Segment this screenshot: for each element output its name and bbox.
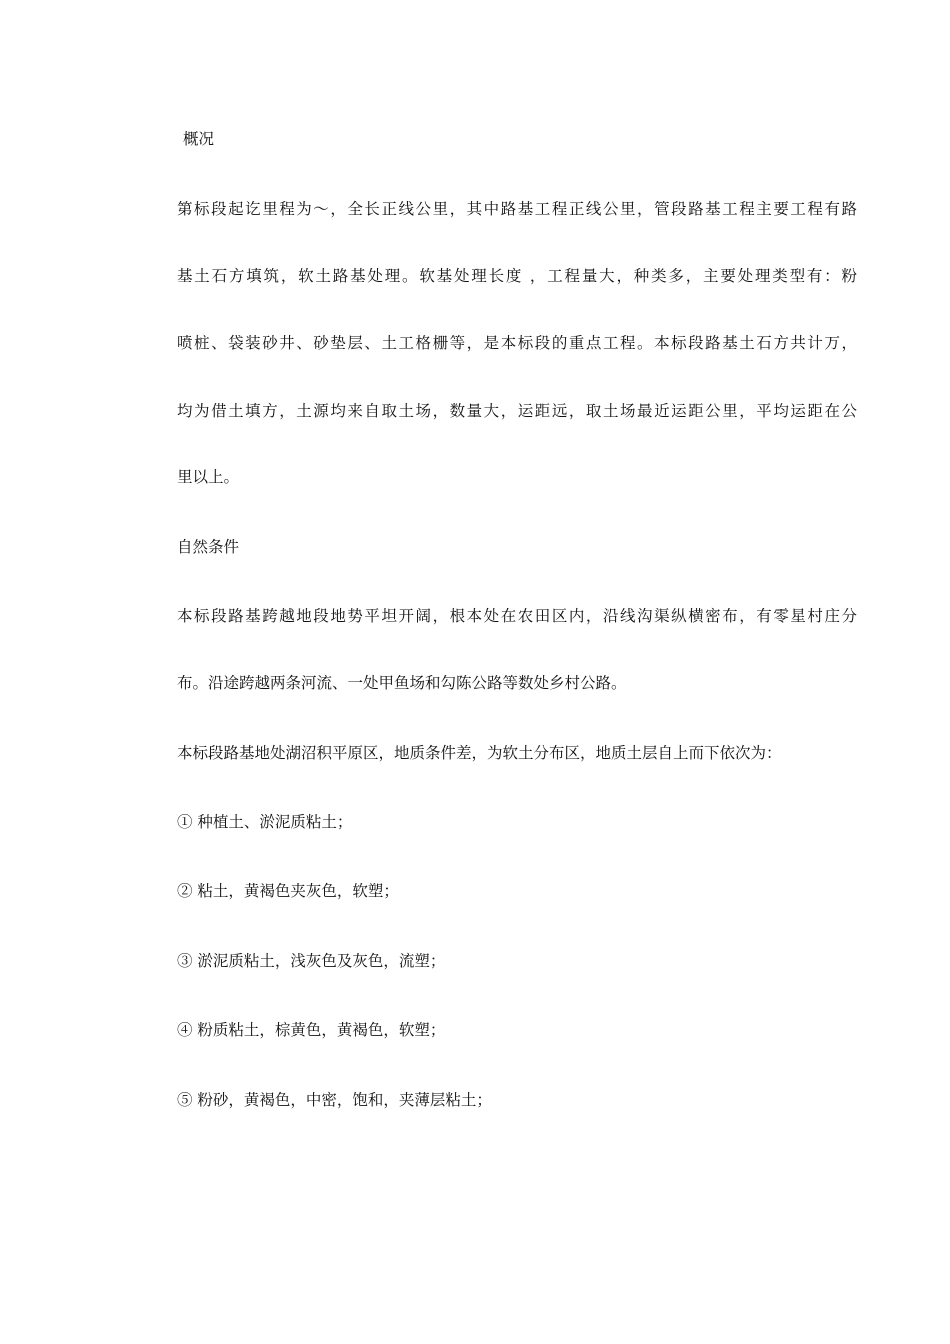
section-heading-overview: 概况 xyxy=(183,130,215,148)
paragraph-line: 布。沿途跨越两条河流、一处甲鱼场和勾陈公路等数处乡村公路。 xyxy=(177,674,627,692)
paragraph-line: 第标段起讫里程为～，全长正线公里，其中路基工程正线公里，管段路基工程主要工程有路 xyxy=(177,200,857,218)
geology-intro: 本标段路基地处湖沼积平原区，地质条件差，为软土分布区，地质土层自上而下依次为： xyxy=(177,744,782,762)
section-heading-nature: 自然条件 xyxy=(177,538,240,556)
paragraph-line: 喷桩、袋装砂井、砂垫层、土工格栅等，是本标段的重点工程。本标段路基土石方共计万， xyxy=(177,334,857,352)
paragraph-line: 里以上。 xyxy=(177,468,240,486)
soil-layer-item: ④ 粉质粘土，棕黄色，黄褐色，软塑； xyxy=(177,1021,446,1039)
soil-layer-item: ② 粘土，黄褐色夹灰色，软塑； xyxy=(177,882,399,900)
paragraph-line: 均为借土填方，土源均来自取土场，数量大，运距远，取土场最近运距公里，平均运距在公 xyxy=(177,402,857,420)
paragraph-line: 本标段路基跨越地段地势平坦开阔，根本处在农田区内，沿线沟渠纵横密布，有零星村庄分 xyxy=(177,607,857,625)
soil-layer-item: ⑤ 粉砂，黄褐色，中密，饱和，夹薄层粘土； xyxy=(177,1091,492,1109)
paragraph-line: 基土石方填筑，软土路基处理。软基处理长度 ，工程量大，种类多，主要处理类型有：粉 xyxy=(177,267,857,285)
soil-layer-item: ③ 淤泥质粘土，浅灰色及灰色，流塑； xyxy=(177,952,446,970)
soil-layer-item: ① 种植土、淤泥质粘土； xyxy=(177,813,353,831)
